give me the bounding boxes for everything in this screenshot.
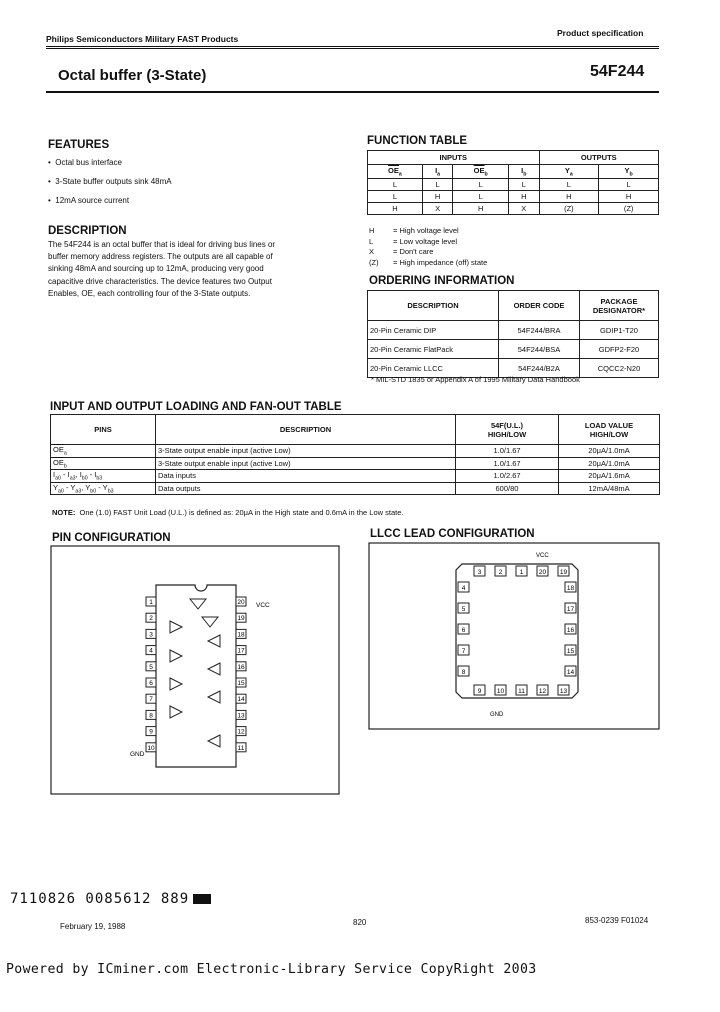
ul-line: 54F(U.L.) [490, 420, 524, 430]
ordering-note: * MIL-STD 1835 or Appendix A of 1995 Military Data Handbook [371, 375, 580, 384]
inputs-group-header: INPUTS [368, 151, 540, 165]
barcode-text [10, 891, 211, 907]
buffer-icon [208, 691, 220, 703]
llcc-pin-number: 17 [566, 606, 575, 613]
pin-number: 2 [149, 615, 153, 623]
buffer-symbols [170, 599, 220, 747]
vcc-label: VCC [256, 602, 270, 609]
table-cell: Data outputs [156, 482, 456, 495]
col-ib: $I_b$ [509, 165, 539, 179]
function-legend [369, 226, 487, 268]
description-body [48, 239, 338, 300]
footer-docno: 853-0239 F01024 [585, 916, 649, 925]
description-heading: DESCRIPTION [48, 225, 127, 237]
pin-config-frame [51, 546, 339, 794]
llcc-pin-number: 7 [461, 648, 466, 655]
pin-cell: $I_{a0} - I_{a3}$, $I_{b0} - I_{b3}$ [51, 470, 156, 483]
table-cell: 1.0/2.67 [456, 470, 559, 483]
load-line: HIGH/LOW [589, 429, 629, 439]
table-cell: 1.0/1.67 [456, 445, 559, 458]
header-rule [46, 46, 659, 47]
legend-value: High voltage level [399, 226, 459, 235]
pin-config-diagram [50, 545, 340, 795]
table-cell: H [422, 191, 452, 203]
llcc-pin-number: 2 [498, 569, 503, 576]
table-row [51, 482, 660, 495]
pin-number: 16 [237, 663, 245, 671]
loading-table [50, 414, 660, 495]
table-cell: GDIP1-T20 [580, 321, 659, 340]
pin-number: 10 [147, 744, 155, 752]
loading-col-description: DESCRIPTION [156, 415, 456, 445]
pin-number: 13 [237, 712, 245, 720]
table-row [368, 179, 659, 191]
llcc-pin-number: 6 [461, 627, 466, 634]
table-cell: H [509, 191, 539, 203]
barcode-digits: 7110826 0085612 889 [10, 891, 190, 907]
llcc-gnd-label: GND [490, 712, 504, 718]
table-cell: L [453, 191, 509, 203]
buffer-icon [208, 663, 220, 675]
ordering-col-package [580, 291, 659, 321]
table-cell: 600/80 [456, 482, 559, 495]
buffer-icon [208, 635, 220, 647]
buffer-icon [170, 706, 182, 718]
table-row [51, 470, 660, 483]
description-line: capacitive drive characteristics. The device features two Output [48, 276, 272, 286]
table-cell: L [368, 179, 423, 191]
llcc-pin-number: 15 [566, 648, 575, 655]
legend-key: L [369, 236, 374, 246]
ul-line: HIGH/LOW [487, 429, 527, 439]
package-line: PACKAGE [600, 296, 638, 306]
pin-number: 8 [149, 712, 153, 720]
pin-config-heading: PIN CONFIGURATION [52, 532, 171, 544]
description-line: buffer memory address registers. The outputs are all capable of [48, 252, 273, 262]
feature-list [48, 157, 172, 207]
pin-number: 1 [149, 599, 153, 606]
loading-col-pins: PINS [51, 415, 156, 445]
pin-cell: $\overline{OE}_a$ [51, 445, 156, 458]
llcc-pin-number: 8 [461, 669, 466, 676]
llcc-vcc-label: VCC [536, 553, 549, 559]
pin-number: 12 [237, 728, 245, 736]
enable-buffer-a [190, 599, 206, 609]
col-yb: $Y_b$ [599, 165, 659, 179]
llcc-pin-number: 5 [461, 606, 466, 613]
table-cell: H [539, 191, 599, 203]
pin-number: 14 [237, 696, 245, 704]
legend-row: X = Don't care [369, 247, 434, 256]
legend-key: X [369, 247, 375, 256]
ordering-heading: ORDERING INFORMATION [369, 275, 515, 287]
legend-value: Don't care [399, 247, 434, 256]
table-cell: 54F244/BRA [499, 321, 580, 340]
llcc-pin-number: 3 [477, 569, 482, 576]
barcode-block [193, 894, 211, 904]
pin-number: 17 [237, 647, 245, 655]
col-ia: $I_a$ [422, 165, 452, 179]
loading-col-load [559, 415, 660, 445]
feature-item: • 12mA source current [48, 196, 130, 205]
col-oea: $\overline{OE}_a$ [368, 165, 423, 179]
buffer-icon [170, 678, 182, 690]
llcc-pin-number: 11 [518, 688, 525, 695]
features-heading: FEATURES [48, 139, 110, 151]
feature-item: • Octal bus interface [48, 158, 122, 167]
table-row [51, 445, 660, 458]
llcc-pin-number: 14 [566, 669, 575, 676]
table-row [368, 321, 659, 340]
gnd-label: GND [130, 751, 145, 758]
feature-item-text: Octal bus interface [55, 158, 122, 167]
legend-row: L = Low voltage level [369, 236, 458, 246]
ordering-col-description: DESCRIPTION [368, 291, 499, 321]
title-rule [46, 91, 659, 93]
description-line: The 54F244 is an octal buffer that is ideal for driving bus lines or [48, 240, 276, 249]
page-title: Octal buffer (3-State) [58, 67, 207, 84]
pin-number: 20 [237, 599, 245, 606]
table-cell: 1.0/1.67 [456, 457, 559, 470]
spec-label: Product specification [557, 28, 644, 38]
company-header: Philips Semiconductors Military FAST Products [46, 34, 239, 44]
legend-row: (Z) = High impedance (off) state [369, 257, 488, 267]
powered-by-footer: Powered by ICminer.com Electronic-Library Service CopyRight 2003 [6, 962, 537, 977]
pin-rows [146, 597, 246, 752]
note-label: NOTE: [52, 508, 76, 517]
description-line: sinking 48mA and sourcing up to 12mA, producing very good [48, 264, 264, 274]
pin-number: 15 [237, 680, 245, 687]
pin-number: 18 [237, 631, 245, 639]
table-cell: L [453, 179, 509, 191]
table-cell: H [599, 191, 659, 203]
header-rule-2 [46, 48, 659, 49]
footer-date: February 19, 1988 [60, 922, 126, 931]
table-cell: CQCC2-N20 [580, 359, 659, 378]
buffer-icon [170, 650, 182, 662]
llcc-pin-number: 16 [566, 627, 575, 634]
table-cell: 54F244/B2A [499, 359, 580, 378]
llcc-heading: LLCC LEAD CONFIGURATION [370, 528, 535, 540]
llcc-pin-number: 13 [559, 688, 568, 695]
part-number: 54F244 [590, 63, 645, 80]
buffer-icon [170, 621, 182, 633]
table-cell: 20μA/1.6mA [559, 470, 660, 483]
col-oeb: $\overline{OE}_b$ [453, 165, 509, 179]
table-cell: X [422, 203, 452, 215]
llcc-pin-number: 12 [538, 688, 547, 695]
table-cell: 20μA/1.0mA [559, 457, 660, 470]
llcc-pin-number: 20 [538, 569, 547, 576]
pin-number: 4 [149, 647, 153, 655]
llcc-pin-number: 1 [519, 569, 524, 576]
ordering-table [367, 290, 659, 378]
llcc-pin-number: 4 [461, 585, 466, 592]
table-cell: L [368, 191, 423, 203]
description-line: Enables, OE, each controlling four of the 3-State outputs. [48, 288, 251, 298]
feature-item-text: 3-State buffer outputs sink 48mA [55, 177, 172, 186]
buffer-icon [208, 735, 220, 747]
table-row [51, 457, 660, 470]
table-cell: L [599, 179, 659, 191]
pin-number: 3 [149, 631, 153, 639]
table-cell: L [422, 179, 452, 191]
enable-buffer-b [202, 617, 218, 627]
table-cell: GDFP2-F20 [580, 340, 659, 359]
table-cell: 20-Pin Ceramic FlatPack [368, 340, 499, 359]
table-cell: L [539, 179, 599, 191]
legend-key: (Z) [369, 257, 379, 267]
table-cell: 3-State output enable input (active Low) [156, 445, 456, 458]
note-text: One (1.0) FAST Unit Load (U.L.) is defined as: 20μA in the High state and 0.6mA in the Low state. [79, 508, 404, 517]
pin-number: 7 [149, 696, 153, 704]
table-row [368, 203, 659, 215]
table-cell: 20-Pin Ceramic DIP [368, 321, 499, 340]
llcc-package-outline [456, 564, 578, 698]
pin-number: 11 [237, 744, 245, 752]
table-row [368, 191, 659, 203]
table-cell: 20μA/1.0mA [559, 445, 660, 458]
table-cell: 20-Pin Ceramic LLCC [368, 359, 499, 378]
load-line: LOAD VALUE [584, 420, 634, 430]
llcc-pin-number: 18 [566, 585, 575, 592]
table-cell: (Z) [599, 203, 659, 215]
loading-heading: INPUT AND OUTPUT LOADING AND FAN-OUT TABLE [50, 401, 342, 413]
table-cell: X [509, 203, 539, 215]
table-row [368, 340, 659, 359]
outputs-group-header: OUTPUTS [539, 151, 658, 165]
ordering-col-code: ORDER CODE [499, 291, 580, 321]
function-table-heading: FUNCTION TABLE [367, 135, 468, 147]
table-cell: 3-State output enable input (active Low) [156, 457, 456, 470]
llcc-pins [458, 566, 576, 695]
table-cell: 12mA/48mA [559, 482, 660, 495]
dip-package-outline [156, 585, 236, 767]
table-cell: H [453, 203, 509, 215]
footer-page: 820 [353, 918, 367, 927]
llcc-frame [369, 543, 659, 729]
llcc-pin-number: 19 [559, 569, 568, 576]
table-cell: L [509, 179, 539, 191]
llcc-pin-number: 10 [496, 688, 505, 695]
llcc-pin-number: 9 [477, 688, 482, 695]
llcc-diagram [368, 542, 660, 730]
table-cell: (Z) [539, 203, 599, 215]
package-line: DESIGNATOR* [592, 305, 646, 315]
table-cell: Data inputs [156, 470, 456, 483]
feature-item: • 3-State buffer outputs sink 48mA [48, 177, 172, 186]
table-cell: 54F244/BSA [499, 340, 580, 359]
table-cell: H [368, 203, 423, 215]
loading-note [52, 508, 403, 517]
loading-col-ul [456, 415, 559, 445]
feature-item-text: 12mA source current [55, 196, 130, 205]
col-ya: $Y_a$ [539, 165, 599, 179]
pin-cell: $\overline{OE}_b$ [51, 457, 156, 470]
pin-number: 19 [237, 615, 245, 623]
legend-value: High impedance (off) state [399, 257, 488, 267]
legend-key: H [369, 226, 375, 235]
pin-number: 5 [149, 663, 153, 671]
function-table [367, 150, 659, 215]
pin-number: 9 [149, 728, 153, 736]
legend-value: Low voltage level [399, 236, 458, 246]
pin-cell: $Y_{a0} - Y_{a3}$, $Y_{b0} - Y_{b3}$ [51, 482, 156, 495]
pin-number: 6 [149, 680, 153, 687]
legend-row: H = High voltage level [369, 226, 459, 235]
